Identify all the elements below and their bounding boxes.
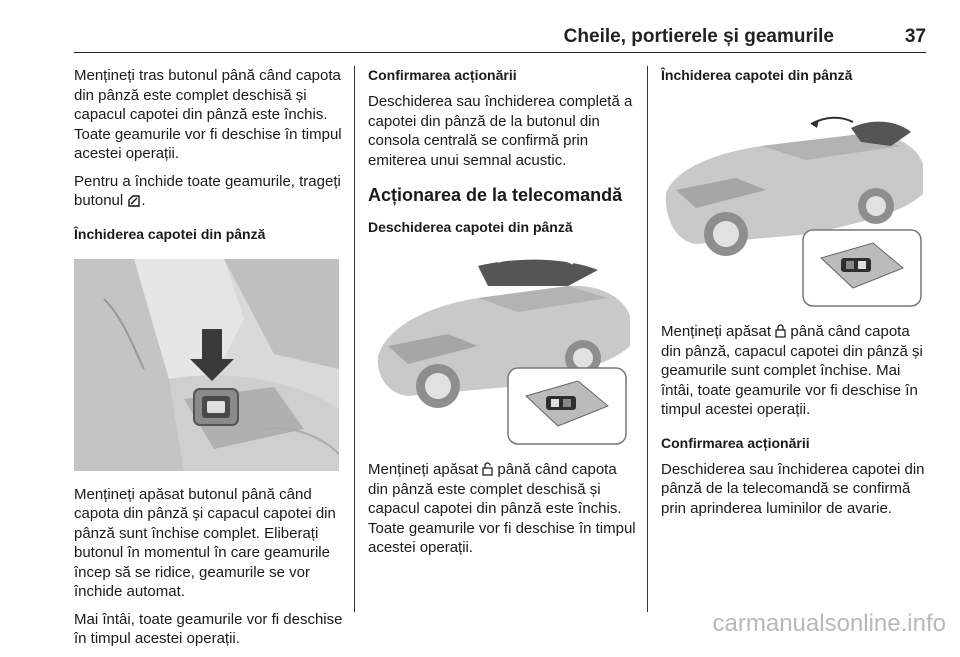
column-1 (74, 66, 344, 657)
lock-icon (775, 324, 786, 338)
paragraph: Mențineți apăsat butonul până când capota din pânză și capacul capotei din pânză sunt închise complet. Eliberați butonul în momentul în care geamurile încep să se ridice, geamurile se vor închide automat. (74, 485, 336, 600)
section-heading: Confirmarea acționării (368, 67, 517, 83)
paragraph: Mențineți apăsat până când capota din pânză, capacul capotei din pânză și geamurile sunt complet închise. Mai întâi, toate geamurile vor fi deschise în timpul acestei operații. (661, 323, 923, 418)
section-heading: Confirmarea acționării (661, 434, 810, 451)
paragraph: Deschiderea sau închiderea capotei din pânză de la telecomandă se confirmă prin aprinderea luminilor de avarie. (661, 460, 925, 517)
column-3 (661, 66, 929, 526)
section-heading: Închiderea capotei din pânză (661, 67, 853, 83)
car-remote-open-illustration (368, 246, 633, 446)
paragraph: Mențineți apăsat până când capota din pânză este complet deschisă și capacul capotei din pânză este închis. Toate geamurile vor fi deschise în timpul acestei operații. (368, 461, 636, 556)
column-divider (354, 66, 355, 612)
paragraph: Deschiderea sau închiderea completă a capotei din pânză de la butonul din consola centrală se confirmă prin emiterea unui semnal acustic. (368, 93, 633, 169)
page-number: 37 (904, 26, 926, 47)
car-remote-close-illustration (661, 98, 926, 308)
section-heading: Închiderea capotei din pânză (74, 225, 266, 242)
section-heading: Deschiderea capotei din pânză (368, 219, 573, 235)
page-header (74, 26, 926, 50)
console-button-illustration (74, 259, 339, 471)
section-title: Acționarea de la telecomandă (368, 185, 623, 205)
header-rule (74, 52, 926, 53)
paragraph: Pentru a închide toate geamurile, trageți butonul . (74, 172, 341, 209)
window-up-icon (127, 194, 141, 207)
page-title: Cheile, portierele și geamurile (563, 26, 834, 47)
column-divider (647, 66, 648, 612)
column-2 (368, 66, 636, 566)
paragraph: Mai întâi, toate geamurile vor fi deschise în timpul acestei operații. (74, 610, 343, 647)
unlock-icon (482, 462, 493, 476)
paragraph: Mențineți tras butonul până când capota din pânză este complet deschisă și capacul capotei din pânză este închis. Toate geamurile vor fi deschise în timpul acestei operații. (74, 67, 342, 162)
watermark: carmanualsonline.info (712, 610, 946, 637)
